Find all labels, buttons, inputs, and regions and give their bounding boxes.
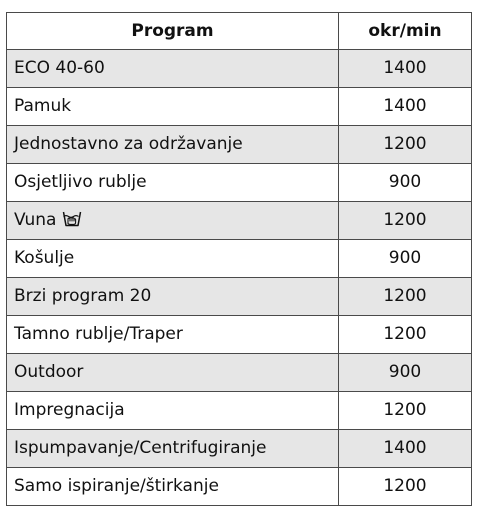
table-row — [7, 126, 472, 164]
program-name: Pamuk — [7, 88, 339, 126]
table-row — [7, 468, 472, 506]
table-row — [7, 316, 472, 354]
program-name: Tamno rublje/Traper — [7, 316, 339, 354]
spin-speed-value: 900 — [339, 164, 472, 202]
spin-speed-value: 1200 — [339, 202, 472, 240]
program-name: Osjetljivo rublje — [7, 164, 339, 202]
spin-speed-value: 1400 — [339, 50, 472, 88]
table-row — [7, 392, 472, 430]
program-name: Košulje — [7, 240, 339, 278]
spin-speed-table-container — [6, 12, 471, 505]
spin-speed-value: 1200 — [339, 316, 472, 354]
table-row — [7, 50, 472, 88]
table-header-row — [7, 13, 472, 50]
spin-speed-value: 1200 — [339, 278, 472, 316]
table-row — [7, 88, 472, 126]
table-row — [7, 278, 472, 316]
program-column-header: Program — [7, 13, 339, 50]
program-cell-wool — [7, 202, 339, 240]
spin-speed-value: 1200 — [339, 468, 472, 506]
program-name: Jednostavno za održavanje — [7, 126, 339, 164]
table-row — [7, 202, 472, 240]
program-name: Ispumpavanje/Centrifugiranje — [7, 430, 339, 468]
hand-wash-wool-icon — [62, 210, 82, 232]
program-name: Outdoor — [7, 354, 339, 392]
table-row — [7, 240, 472, 278]
program-name: Brzi program 20 — [7, 278, 339, 316]
program-name: ECO 40-60 — [7, 50, 339, 88]
program-name: Vuna — [14, 209, 57, 230]
program-name: Samo ispiranje/štirkanje — [7, 468, 339, 506]
spin-speed-table — [6, 12, 472, 506]
spin-speed-value: 900 — [339, 354, 472, 392]
spin-speed-value: 1400 — [339, 88, 472, 126]
spin-speed-column-header: okr/min — [339, 13, 472, 50]
spin-speed-value: 1200 — [339, 392, 472, 430]
program-name: Impregnacija — [7, 392, 339, 430]
spin-speed-value: 1400 — [339, 430, 472, 468]
table-row — [7, 430, 472, 468]
spin-speed-value: 900 — [339, 240, 472, 278]
table-row — [7, 354, 472, 392]
spin-speed-value: 1200 — [339, 126, 472, 164]
table-row — [7, 164, 472, 202]
